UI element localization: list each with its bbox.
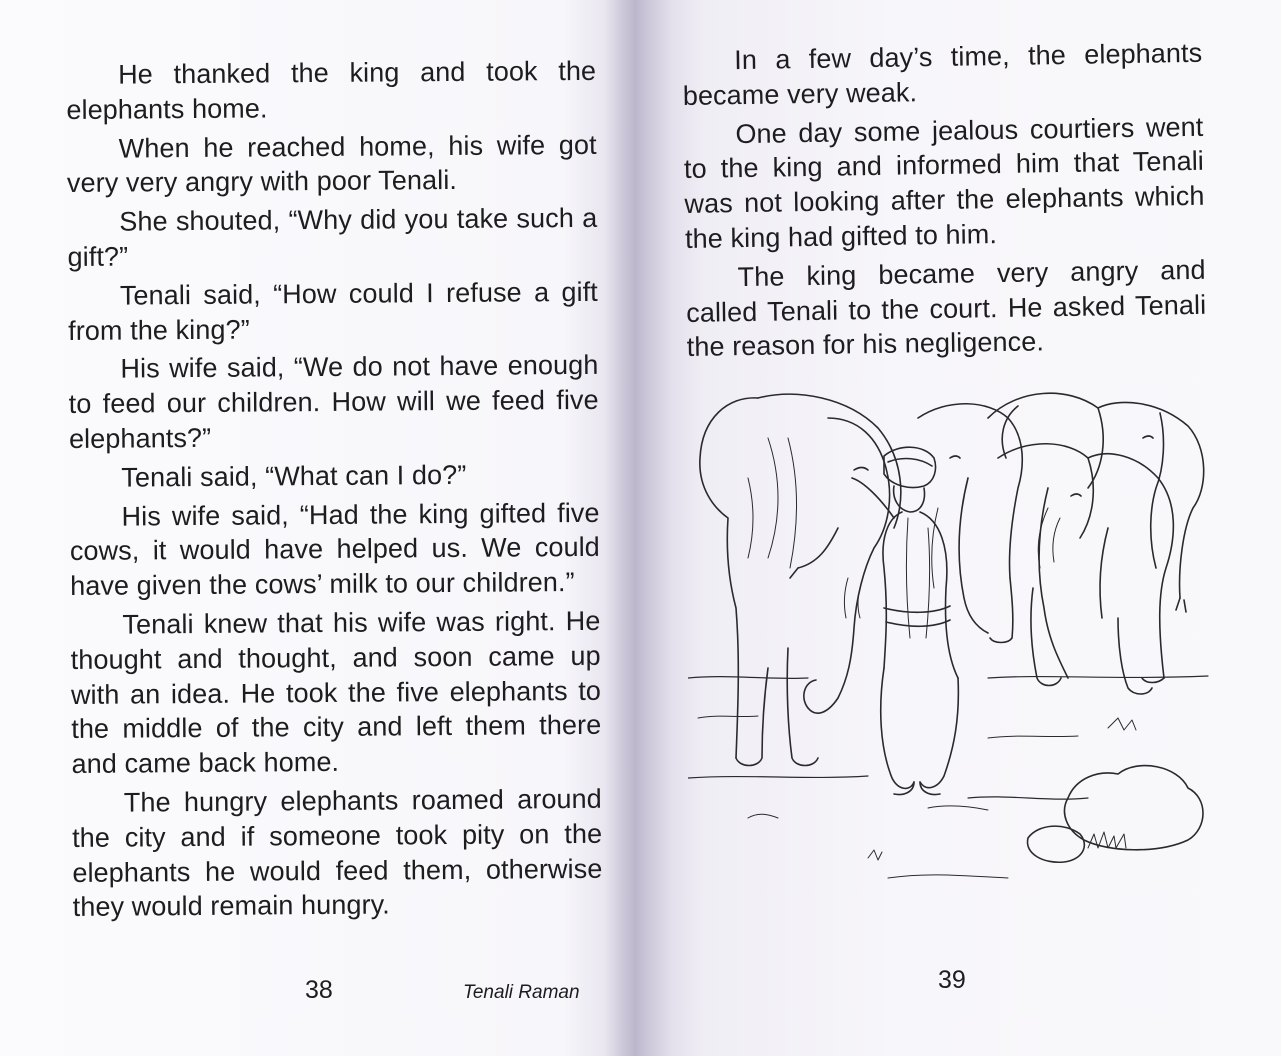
paragraph: His wife said, “We do not have enough to feed our children. How will we feed five elephants?” — [68, 350, 599, 454]
right-page — [636, 0, 1281, 1056]
page-number: 39 — [938, 966, 966, 994]
page-number: 38 — [305, 976, 333, 1004]
front-elephant-illustration — [700, 394, 901, 765]
right-page-text — [682, 36, 1207, 369]
paragraph: He thanked the king and took the elephants home. — [66, 55, 597, 125]
running-title: Tenali Raman — [463, 982, 580, 1003]
elephants-and-tenali-illustration — [688, 378, 1216, 898]
paragraph: One day some jealous courtiers went to the king and informed him that Tenali was not looking after the elephants which the king had gifted to him. — [683, 111, 1205, 254]
left-page-text — [66, 54, 603, 929]
back-elephant-illustration — [988, 393, 1204, 612]
paragraph: His wife said, “Had the king gifted five cows, it would have helped us. We could have given the cows’ milk to our children.” — [69, 497, 600, 602]
left-page — [0, 0, 630, 1056]
paragraph: Tenali said, “What can I do?” — [121, 459, 467, 493]
paragraph: The king became very angry and called Tenali to the court. He asked Tenali the reason for his negligence. — [685, 254, 1207, 363]
paragraph: In a few day’s time, the elephants became very weak. — [682, 37, 1203, 111]
right-elephant-illustration — [998, 444, 1173, 694]
paragraph: Tenali said, “How could I refuse a gift from the king?” — [68, 276, 598, 346]
paragraph: Tenali knew that his wife was right. He thought and thought, and soon came up with an idea. He took the five elephants to the middle of the city and left them there and came back home. — [70, 605, 602, 780]
tenali-figure-illustration — [852, 447, 958, 794]
paragraph: When he reached home, his wife got very very angry with poor Tenali. — [66, 129, 597, 199]
ground-and-rocks-illustration — [688, 676, 1208, 878]
paragraph: She shouted, “Why did you take such a gift?” — [67, 203, 598, 272]
paragraph: The hungry elephants roamed around the city and if someone took pity on the elephants he would feed them, otherwise they would remain hungry. — [72, 783, 603, 923]
